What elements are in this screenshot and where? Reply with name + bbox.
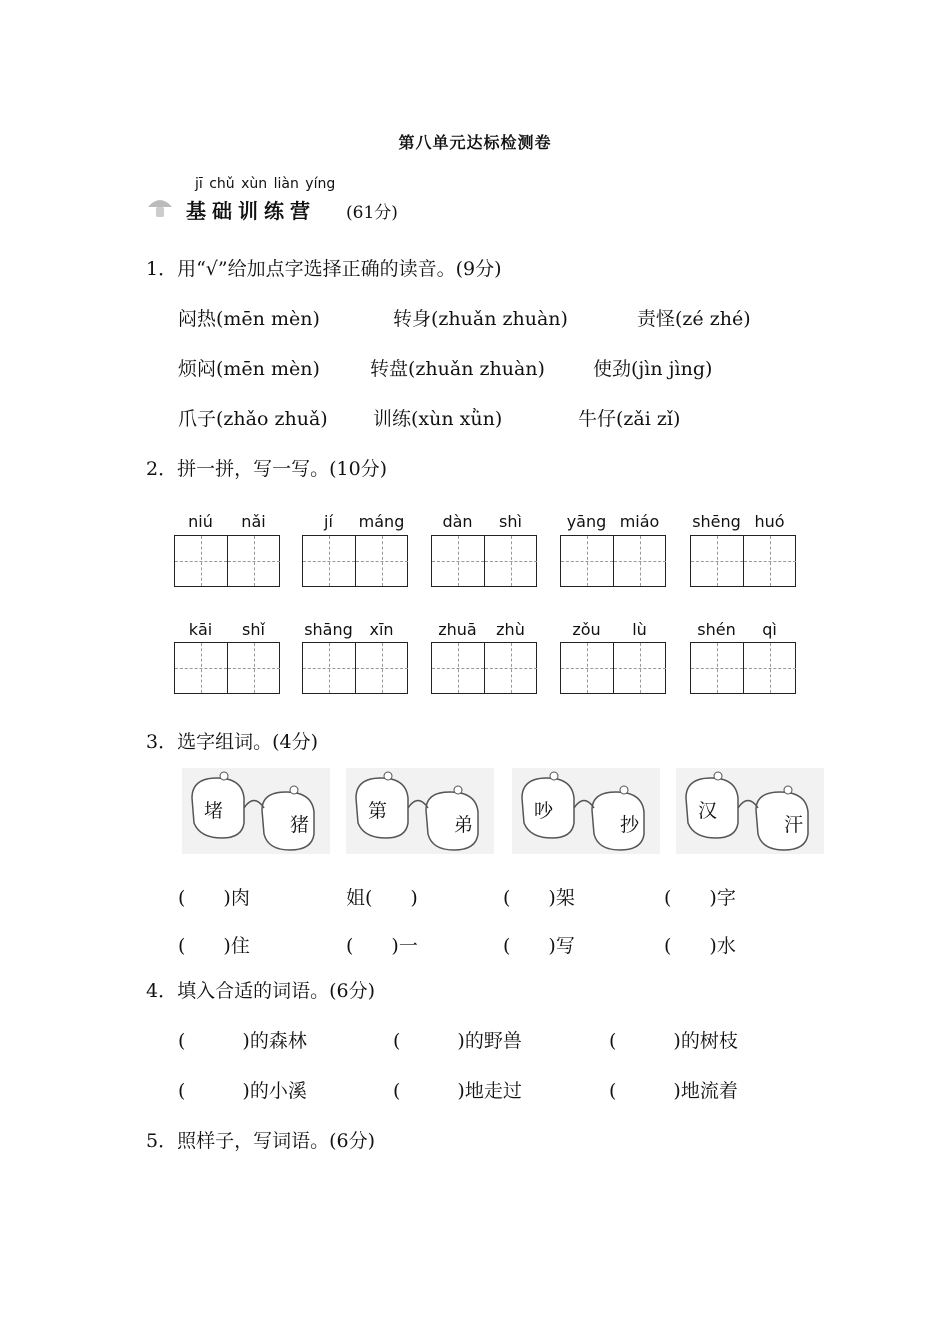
pinyin-label: nǎi bbox=[241, 512, 266, 531]
mitten-char: 堵 bbox=[204, 800, 224, 822]
q3-blank[interactable]: ( )住 bbox=[178, 935, 250, 957]
pinyin-label: shāng bbox=[304, 620, 353, 639]
writing-grid[interactable] bbox=[431, 642, 537, 694]
q1-item[interactable]: 转盘(zhuǎn zhuàn) bbox=[370, 358, 545, 380]
q1-item[interactable]: 烦闷(mēn mèn) bbox=[178, 358, 320, 380]
writing-grid[interactable] bbox=[174, 535, 280, 587]
pinyin-label: niú bbox=[188, 512, 213, 531]
pinyin-label: lù bbox=[632, 620, 647, 639]
q1-item[interactable]: 转身(zhuǎn zhuàn) bbox=[393, 308, 568, 330]
q2-prompt: 2．拼一拼，写一写。(10分) bbox=[146, 458, 388, 480]
q1-item[interactable]: 爪子(zhǎo zhuǎ) bbox=[178, 408, 328, 430]
q4-blank[interactable]: ( )的野兽 bbox=[393, 1030, 522, 1052]
pinyin-label: xīn bbox=[369, 620, 394, 639]
q1-prompt: 1．用“√”给加点字选择正确的读音。(9分) bbox=[146, 258, 502, 280]
writing-grid[interactable] bbox=[690, 535, 796, 587]
mitten-pair bbox=[676, 768, 824, 854]
pinyin-label: shì bbox=[499, 512, 522, 531]
mitten-pair bbox=[182, 768, 330, 854]
mitten-pair bbox=[346, 768, 494, 854]
q3-blank[interactable]: ( )水 bbox=[664, 935, 736, 957]
pinyin-label: qì bbox=[762, 620, 777, 639]
writing-grid[interactable] bbox=[431, 535, 537, 587]
mitten-char: 弟 bbox=[454, 814, 474, 836]
mitten-char: 汗 bbox=[784, 814, 804, 836]
pinyin-label: yāng bbox=[566, 512, 607, 531]
q4-blank[interactable]: ( )的森林 bbox=[178, 1030, 307, 1052]
pinyin-label: kāi bbox=[188, 620, 213, 639]
pinyin-label: shǐ bbox=[242, 620, 265, 639]
pinyin-label: máng bbox=[358, 512, 405, 531]
pinyin-label: zhuā bbox=[438, 620, 477, 639]
q1-item[interactable]: 使劲(jìn jìng) bbox=[593, 358, 713, 380]
page-title: 第八单元达标检测卷 bbox=[398, 133, 552, 152]
q1-item[interactable]: 牛仔(zǎi zǐ) bbox=[578, 408, 681, 430]
q3-blank[interactable]: ( )一 bbox=[346, 935, 418, 957]
q1-item[interactable]: 闷热(mēn mèn) bbox=[178, 308, 320, 330]
pinyin-label: miáo bbox=[619, 512, 660, 531]
pinyin-label: shēng bbox=[692, 512, 741, 531]
mitten-char: 第 bbox=[368, 800, 388, 822]
pinyin-label: shén bbox=[697, 620, 736, 639]
q4-blank[interactable]: ( )的树枝 bbox=[609, 1030, 738, 1052]
mitten-char: 猪 bbox=[290, 814, 310, 836]
pinyin-label: dàn bbox=[442, 512, 473, 531]
writing-grid[interactable] bbox=[302, 535, 408, 587]
writing-grid[interactable] bbox=[560, 642, 666, 694]
q5-prompt: 5．照样子，写词语。(6分) bbox=[146, 1130, 376, 1152]
q4-blank[interactable]: ( )地走过 bbox=[393, 1080, 522, 1102]
q1-item[interactable]: 责怪(zé zhé) bbox=[637, 308, 751, 330]
mitten-char: 汉 bbox=[698, 800, 718, 822]
writing-grid[interactable] bbox=[302, 642, 408, 694]
q3-blank[interactable]: ( )架 bbox=[503, 887, 575, 909]
mitten-char: 吵 bbox=[534, 800, 554, 822]
q4-blank[interactable]: ( )的小溪 bbox=[178, 1080, 307, 1102]
q3-blank[interactable]: ( )字 bbox=[664, 887, 736, 909]
writing-grid[interactable] bbox=[690, 642, 796, 694]
pinyin-label: jí bbox=[324, 512, 333, 531]
writing-grid[interactable] bbox=[560, 535, 666, 587]
writing-grid[interactable] bbox=[174, 642, 280, 694]
q3-prompt: 3．选字组词。(4分) bbox=[146, 731, 319, 753]
section-score: (61分) bbox=[346, 203, 398, 223]
mushroom-icon bbox=[146, 195, 174, 219]
section-title: 基础训练营 bbox=[186, 199, 316, 223]
section-pinyin: jī chǔ xùn liàn yíng bbox=[195, 176, 336, 192]
mitten-char: 抄 bbox=[620, 814, 640, 836]
q3-blank[interactable]: ( )肉 bbox=[178, 887, 250, 909]
q1-item[interactable]: 训练(xùn xǜn) bbox=[373, 408, 503, 430]
q4-blank[interactable]: ( )地流着 bbox=[609, 1080, 738, 1102]
q3-blank[interactable]: 姐( ) bbox=[346, 887, 418, 909]
pinyin-label: huó bbox=[754, 512, 785, 531]
q4-prompt: 4．填入合适的词语。(6分) bbox=[146, 980, 376, 1002]
pinyin-label: zǒu bbox=[572, 620, 601, 639]
q3-blank[interactable]: ( )写 bbox=[503, 935, 575, 957]
pinyin-label: zhù bbox=[496, 620, 525, 639]
mitten-pair bbox=[512, 768, 660, 854]
